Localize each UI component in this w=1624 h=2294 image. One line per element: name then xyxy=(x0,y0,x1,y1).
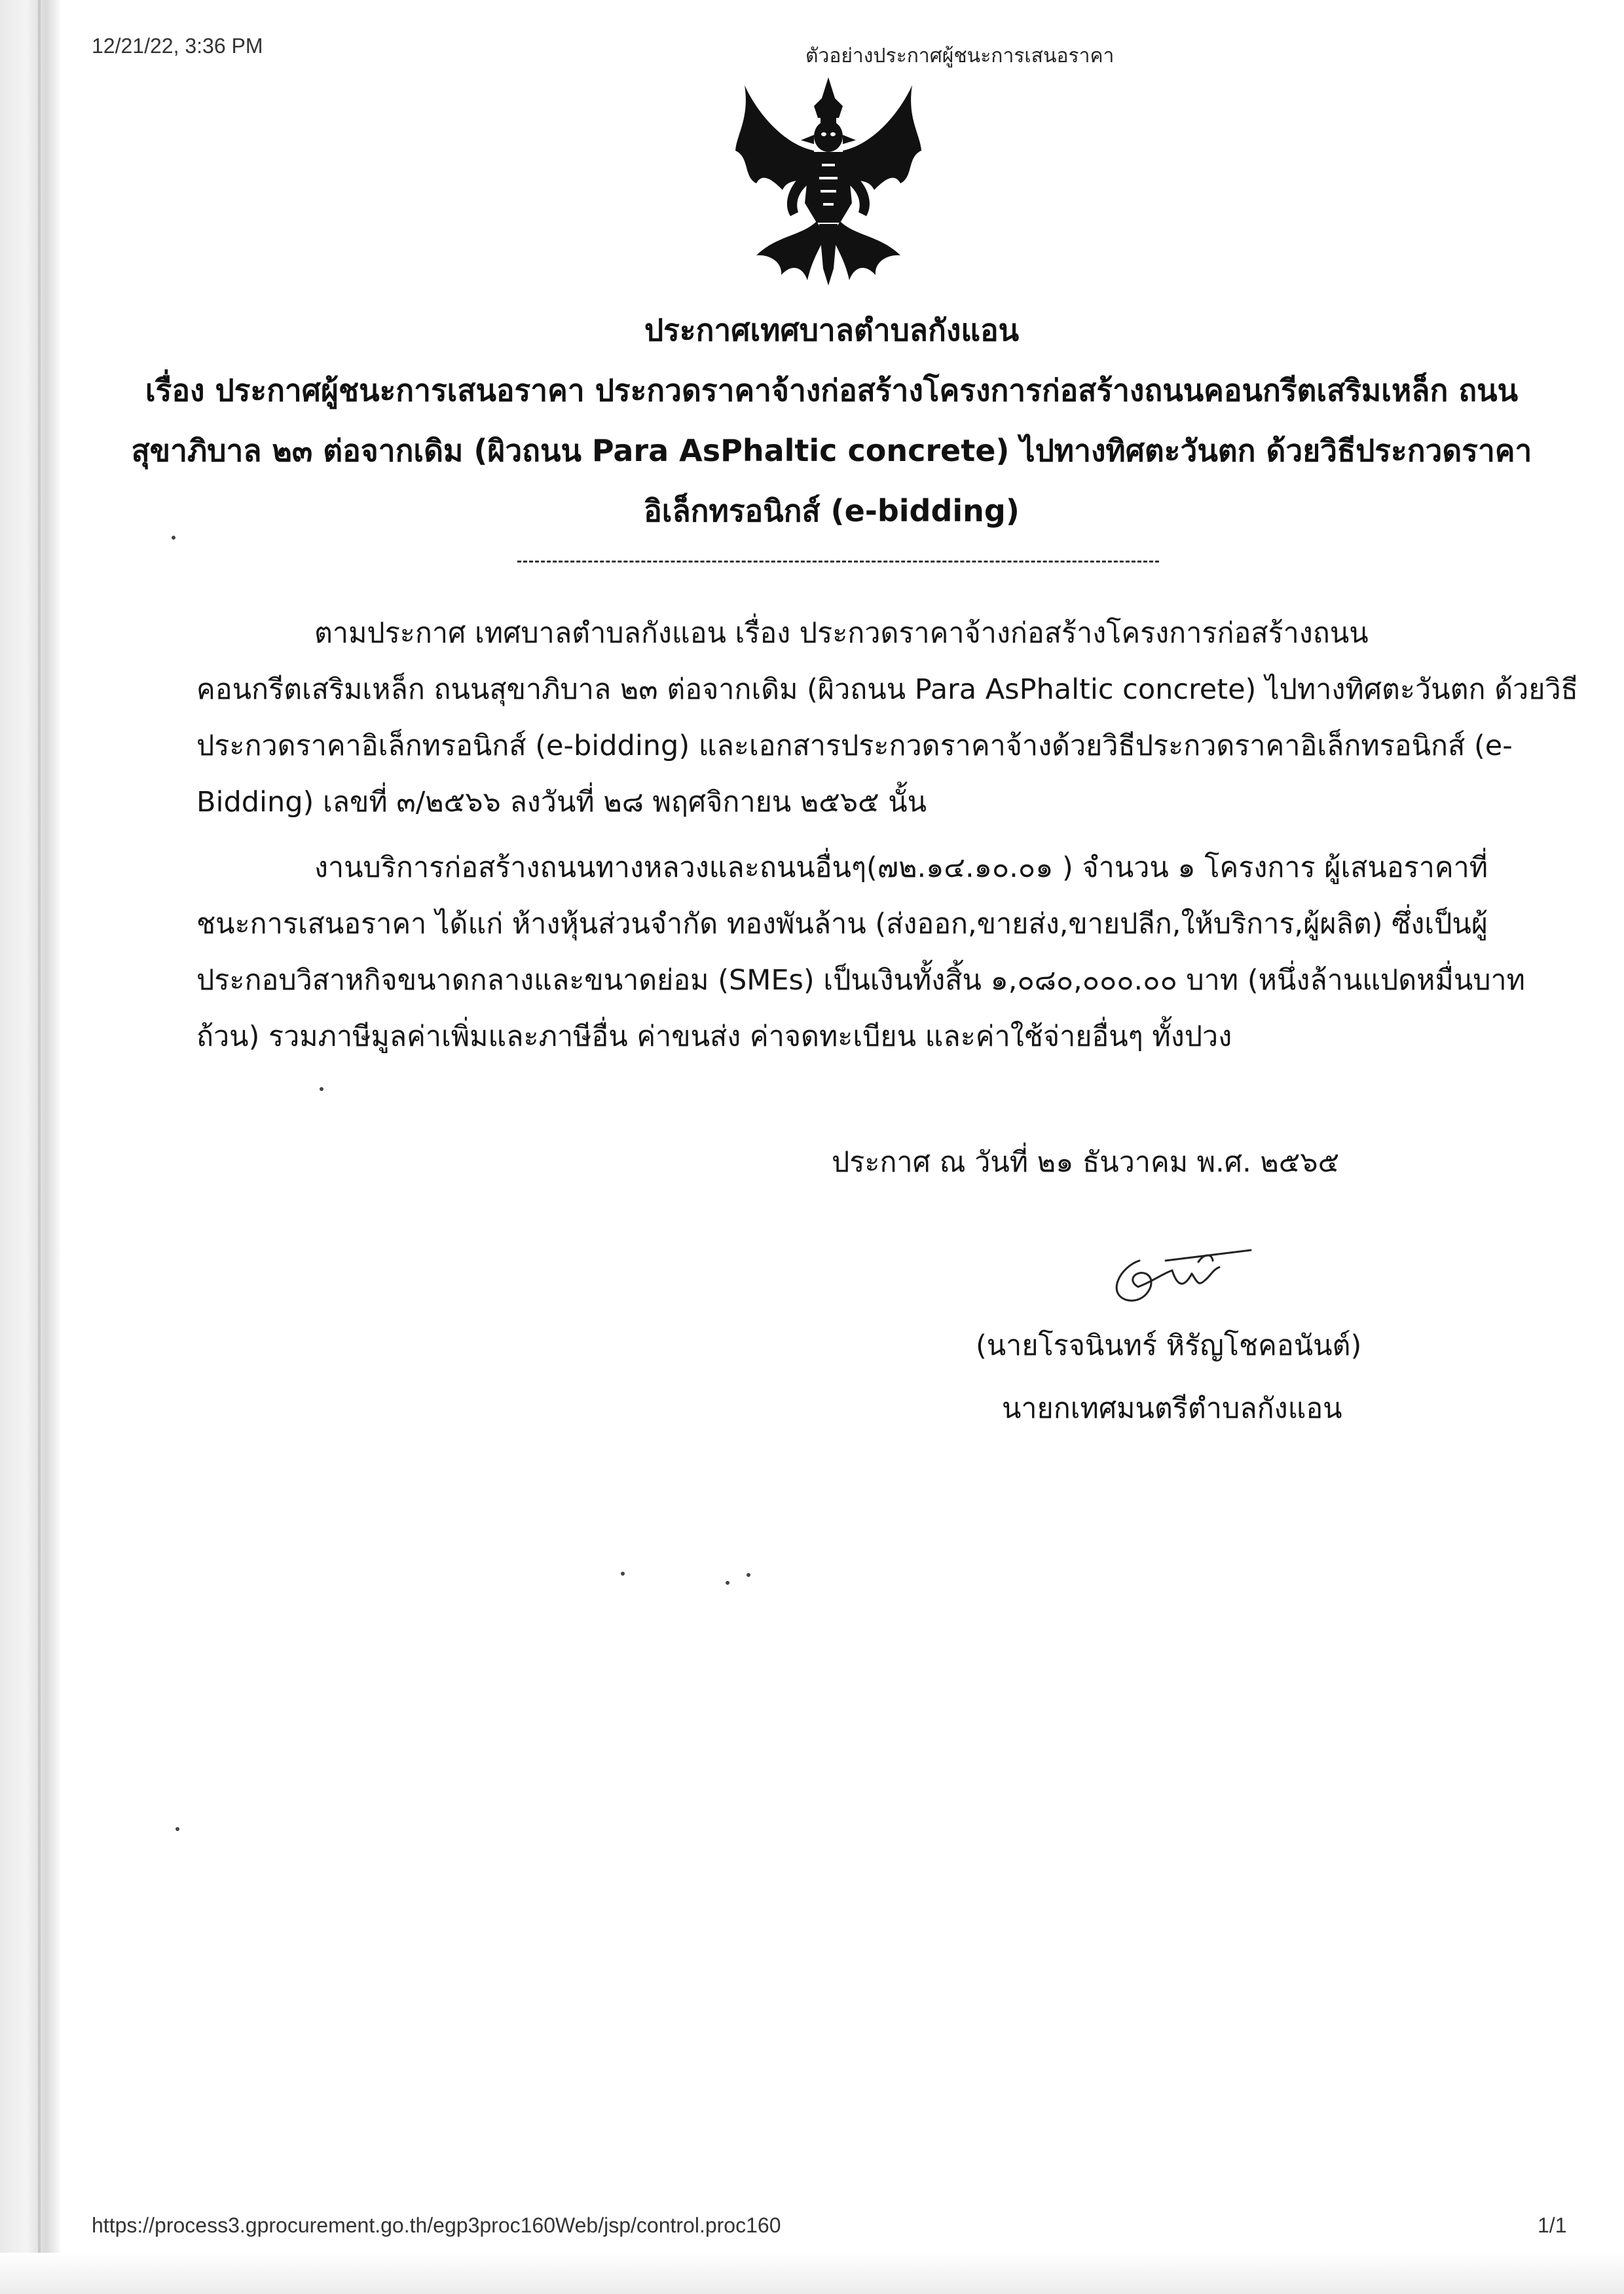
body-line: Bidding) เลขที่ ๓/๒๕๖๖ ลงวันที่ ๒๘ พฤศจิกายน ๒๕๖๕ นั้น xyxy=(196,786,927,819)
heading-separator xyxy=(517,561,1159,563)
garuda-emblem-icon xyxy=(730,72,927,288)
print-url: https://process3.gprocurement.go.th/egp3proc160Web/jsp/control.proc160 xyxy=(92,2213,781,2237)
print-doc-title: ตัวอย่างประกาศผู้ชนะการเสนอราคา xyxy=(805,45,1115,67)
announcement-subject-line: สุขาภิบาล ๒๓ ต่อจากเดิม (ผิวถนน Para AsPhaltic concrete) ไปทางทิศตะวันตก ด้วยวิธีประกวดราคา xyxy=(131,433,1532,468)
scan-bottom-edge xyxy=(0,2253,1624,2294)
body-line: ประกอบวิสาหกิจขนาดกลางและขนาดย่อม (SMEs) เป็นเงินทั้งสิ้น ๑,๐๘๐,๐๐๐.๐๐ บาท (หนึ่งล้านแปดหมื่นบาท xyxy=(196,964,1526,997)
scan-left-edge xyxy=(0,0,60,2294)
scan-speck xyxy=(747,1573,750,1577)
scan-speck xyxy=(726,1581,729,1585)
scan-speck xyxy=(621,1572,625,1576)
body-line: งานบริการก่อสร้างถนนทางหลวงและถนนอื่นๆ(๗๒.๑๔.๑๐.๐๑ ) จำนวน ๑ โครงการ ผู้เสนอราคาที่ xyxy=(314,851,1488,884)
announcement-date: ประกาศ ณ วันที่ ๒๑ ธันวาคม พ.ศ. ๒๕๖๕ xyxy=(832,1146,1340,1179)
print-datetime: 12/21/22, 3:36 PM xyxy=(92,34,263,58)
announcement-subject-line: เรื่อง ประกาศผู้ชนะการเสนอราคา ประกวดราคาจ้างก่อสร้างโครงการก่อสร้างถนนคอนกรีตเสริมเหล็ก ถนน xyxy=(145,373,1519,408)
scan-binding-line xyxy=(38,0,41,2294)
scan-speck xyxy=(320,1087,323,1091)
body-line: ตามประกาศ เทศบาลตำบลกังแอน เรื่อง ประกวดราคาจ้างก่อสร้างโครงการก่อสร้างถนน xyxy=(314,617,1369,650)
print-page-number: 1/1 xyxy=(1538,2213,1567,2237)
announcement-issuer: ประกาศเทศบาลตำบลกังแอน xyxy=(644,312,1020,348)
scan-speck xyxy=(172,536,175,540)
signature-image xyxy=(1100,1241,1270,1313)
body-line: ถ้วน) รวมภาษีมูลค่าเพิ่มและภาษีอื่น ค่าขนส่ง ค่าจดทะเบียน และค่าใช้จ่ายอื่นๆ ทั้งปวง xyxy=(196,1020,1232,1053)
body-line: คอนกรีตเสริมเหล็ก ถนนสุขาภิบาล ๒๓ ต่อจากเดิม (ผิวถนน Para AsPhaltic concrete) ไปทางทิศตะวันตก ด้วยวิธี xyxy=(196,673,1578,706)
body-line: ประกวดราคาอิเล็กทรอนิกส์ (e-bidding) และเอกสารประกวดราคาจ้างด้วยวิธีประกวดราคาอิเล็กทรอนิกส์ (e- xyxy=(196,730,1513,762)
scan-speck xyxy=(175,1827,179,1831)
body-line: ชนะการเสนอราคา ได้แก่ ห้างหุ้นส่วนจำกัด ทองพันล้าน (ส่งออก,ขายส่ง,ขายปลีก,ให้บริการ,ผู้ผลิต) ซึ่งเป็นผู้ xyxy=(196,908,1488,940)
signer-title: นายกเทศมนตรีตำบลกังแอน xyxy=(1002,1392,1342,1425)
announcement-subject-line: อิเล็กทรอนิกส์ (e-bidding) xyxy=(644,493,1020,528)
signer-name: (นายโรจนินทร์ หิรัญโชคอนันต์) xyxy=(976,1329,1362,1362)
